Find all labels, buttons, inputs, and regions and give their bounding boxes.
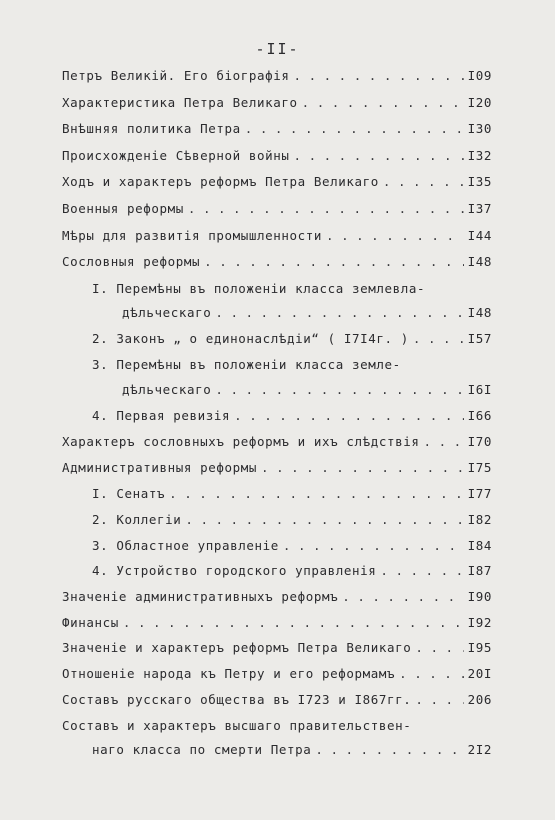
toc-entry [62, 666, 492, 681]
toc-entry-page: I82 [467, 512, 492, 527]
toc-entry-page: I77 [467, 486, 492, 501]
toc-entry [62, 201, 492, 216]
toc-entry-title: Ходъ и характеръ реформъ Петра Великаго [62, 174, 379, 189]
toc-entry-page: 206 [467, 692, 492, 707]
toc-entry [62, 460, 492, 475]
toc-entry [62, 692, 492, 707]
toc-entry [92, 563, 492, 578]
toc-entry-page: I57 [467, 331, 492, 346]
leader-dots [294, 68, 464, 83]
toc-entry [62, 589, 492, 604]
toc-entry-page: I87 [467, 563, 492, 578]
toc-entry [92, 331, 492, 346]
toc-entry-page: I44 [467, 228, 492, 243]
page-number: -II- [255, 40, 300, 58]
leader-dots [283, 538, 464, 553]
toc-entry [62, 615, 492, 630]
toc-entry-title: Петръ Великій. Его біографія [62, 68, 290, 83]
toc-entry-title: Происхожденіе Сѣверной войны [62, 148, 290, 163]
leader-dots [302, 95, 464, 110]
leader-dots [204, 254, 463, 269]
leader-dots [413, 331, 464, 346]
toc-entry-title: 4. Устройство городского управленія [92, 563, 377, 578]
toc-entry [92, 512, 492, 527]
toc-entry [92, 486, 492, 501]
toc-entry-title: Составъ и характеръ высшаго правительствен- [62, 718, 412, 733]
toc-entry [62, 254, 492, 269]
toc-entry-page: I20 [467, 95, 492, 110]
leader-dots [261, 460, 464, 475]
toc-entry-page: I70 [467, 434, 492, 449]
toc-entry-continuation: наго класса по смерти Петра [92, 742, 312, 757]
toc-entry-title: 3. Перемѣны въ положеніи класса земле- [92, 357, 401, 372]
toc-entry-title: Мѣры для развитія промышленности [62, 228, 323, 243]
toc-entry [62, 174, 492, 189]
leader-dots [326, 228, 464, 243]
leader-dots [169, 486, 463, 501]
toc-entry-title: 4. Первая ревизія [92, 408, 231, 423]
toc-entry [92, 742, 492, 757]
toc-entry-continuation: дѣльческаго [122, 382, 212, 397]
toc-entry [62, 95, 492, 110]
toc-entry [122, 382, 492, 397]
leader-dots [188, 201, 464, 216]
toc-entry [62, 640, 492, 655]
toc-entry-title: Характеръ сословныхъ реформъ и ихъ слѣдствія [62, 434, 420, 449]
toc-entry-title: Военныя реформы [62, 201, 184, 216]
toc-entry-title: 2. Коллегіи [92, 512, 182, 527]
leader-dots [383, 174, 464, 189]
leader-dots [315, 742, 463, 757]
leader-dots [424, 434, 464, 449]
toc-entry-page: I30 [467, 121, 492, 136]
toc-entry-page: I75 [467, 460, 492, 475]
leader-dots [234, 408, 463, 423]
toc-entry-title: 3. Областное управленіе [92, 538, 279, 553]
toc-entry [62, 228, 492, 243]
toc-entry-title: Характеристика Петра Великаго [62, 95, 298, 110]
toc-entry-title: 2. Законъ „ о единонаслѣдіи“ ( I7I4г. ) [92, 331, 409, 346]
toc-entry [62, 434, 492, 449]
toc-entry-title: Значеніе и характеръ реформъ Петра Великаго [62, 640, 412, 655]
toc-entry-title: Значеніе административныхъ реформъ [62, 589, 339, 604]
toc-entry-page: I90 [467, 589, 492, 604]
toc-entry-title: Административныя реформы [62, 460, 258, 475]
toc-entry [122, 305, 492, 320]
toc-entry [92, 538, 492, 553]
toc-entry-title: Финансы [62, 615, 119, 630]
leader-dots [185, 512, 463, 527]
toc-entry-page: I32 [467, 148, 492, 163]
toc-entry [62, 68, 492, 83]
leader-dots [294, 148, 464, 163]
leader-dots [380, 563, 463, 578]
toc-entry [62, 121, 492, 136]
leader-dots [215, 305, 463, 320]
leader-dots [415, 640, 463, 655]
toc-entry [62, 148, 492, 163]
toc-entry-page: I6I [467, 382, 492, 397]
toc-entry-title: Сословныя реформы [62, 254, 201, 269]
toc-entry-page: I95 [467, 640, 492, 655]
toc-entry-title: Составъ русскаго общества въ I723 и I867гг. [62, 692, 412, 707]
toc-entry-page: I66 [467, 408, 492, 423]
leader-dots [342, 589, 463, 604]
toc-entry-page: I48 [467, 305, 492, 320]
toc-entry-page: I35 [467, 174, 492, 189]
leader-dots [245, 121, 464, 136]
toc-entry-page: I37 [467, 201, 492, 216]
toc-entry-title: I. Сенатъ [92, 486, 166, 501]
toc-entry-page: 2I2 [467, 742, 492, 757]
toc-entry-title: I. Перемѣны въ положеніи класса землевла- [92, 281, 426, 296]
toc-entry [92, 408, 492, 423]
toc-entry-title: Отношеніе народа къ Петру и его реформамъ [62, 666, 396, 681]
toc-entry-page: I09 [467, 68, 492, 83]
leader-dots [215, 382, 463, 397]
leader-dots [123, 615, 464, 630]
toc-entry-page: I92 [467, 615, 492, 630]
leader-dots [399, 666, 463, 681]
leader-dots [415, 692, 463, 707]
toc-entry-page: I84 [467, 538, 492, 553]
toc-entry-title: Внѣшняя политика Петра [62, 121, 241, 136]
toc-entry-continuation: дѣльческаго [122, 305, 212, 320]
toc-entry-page: 20I [467, 666, 492, 681]
toc-entry-page: I48 [467, 254, 492, 269]
